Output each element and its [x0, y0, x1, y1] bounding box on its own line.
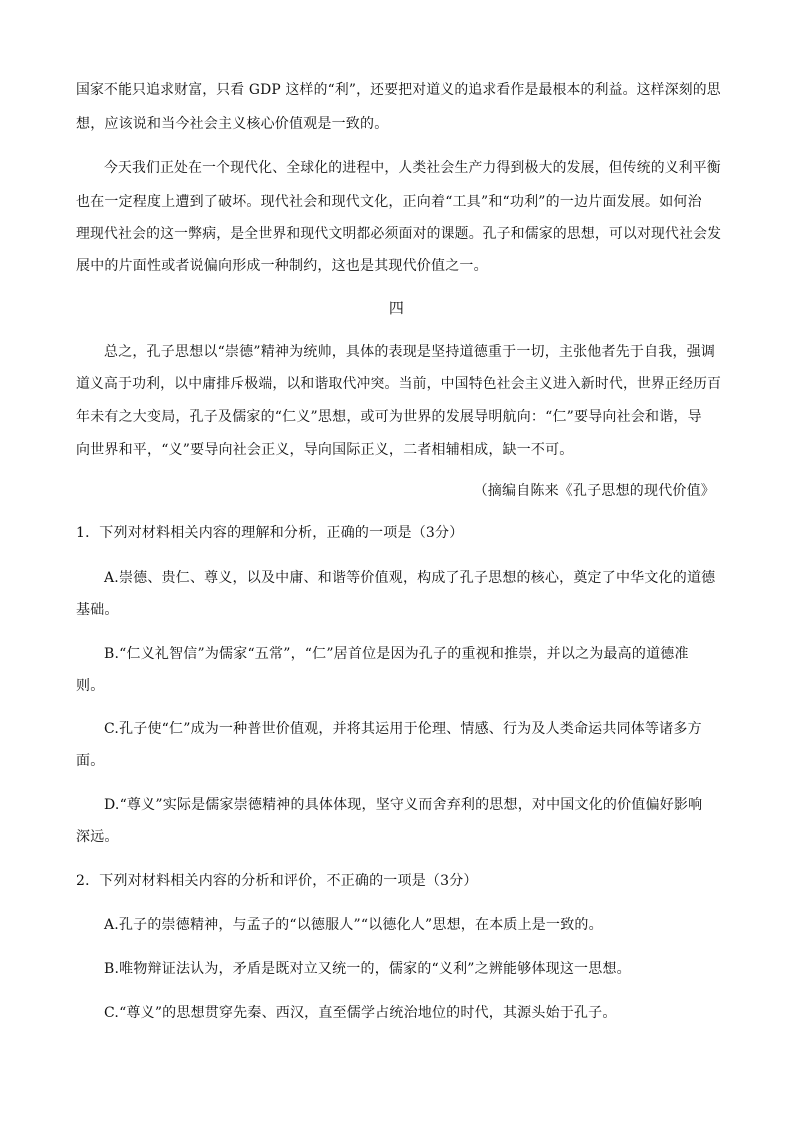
question-1-option-c-line-2: 面。: [76, 753, 105, 769]
question-1-option-d-line-2: 深远。: [76, 829, 119, 845]
paragraph-3-line-1: 总之，孔子思想以“崇德”精神为统帅，具体的表现是坚持道德重于一切，主张他者先于自我，强调: [104, 344, 716, 360]
question-1-option-a-line-1: A.崇德、贵仁、尊义，以及中庸、和谐等价值观，构成了孔子思想的核心，奠定了中华文化的道德: [104, 570, 716, 586]
question-2-option-c: C.“尊义”的思想贯穿先秦、西汉，直至儒学占统治地位的时代，其源头始于孔子。: [104, 1005, 617, 1021]
question-1-option-a-line-2: 基础。: [76, 602, 119, 618]
paragraph-2-line-2: 也在一定程度上遭到了破坏。现代社会和现代文化，正向着“工具”和“功利”的一边片面发展。如何治: [76, 194, 702, 210]
question-2-option-a: A.孔子的崇德精神，与孟子的“以德服人”“以德化人”思想，在本质上是一致的。: [104, 917, 603, 933]
question-1-stem: 1．下列对材料相关内容的理解和分析，正确的一项是（3分）: [76, 525, 464, 541]
paragraph-2-line-4: 展中的片面性或者说偏向形成一种制约，这也是其现代价值之一。: [76, 258, 488, 274]
paragraph-3-line-4: 向世界和平，“义”要导向社会正义，导向国际正义，二者相辅相成，缺一不可。: [76, 442, 574, 458]
question-2-stem: 2．下列对材料相关内容的分析和评价，不正确的一项是（3分）: [76, 873, 478, 889]
paragraph-3-line-2: 道义高于功利，以中庸排斥极端，以和谐取代冲突。当前，中国特色社会主义进入新时代，世界正经历百: [76, 376, 722, 392]
paragraph-3-line-3: 年未有之大变局，孔子及儒家的“仁义”思想，或可为世界的发展导明航向：“仁”要导向社会和谐，导: [76, 409, 702, 425]
question-1-option-b-line-2: 则。: [76, 678, 105, 694]
question-1-option-d-line-1: D.“尊义”实际是儒家崇德精神的具体体现，坚守义而舍弃利的思想，对中国文化的价值偏好影响: [104, 797, 703, 813]
source-citation: （摘编自陈来《孔子思想的现代价值》: [473, 483, 715, 499]
paragraph-2-line-1: 今天我们正处在一个现代化、全球化的进程中，人类社会生产力得到极大的发展，但传统的义利平衡: [104, 160, 721, 176]
paragraph-1-line-1: 国家不能只追求财富，只看 GDP 这样的“利”，还要把对道义的追求看作是最根本的利益。这样深刻的思: [76, 82, 721, 98]
paragraph-1-line-2: 想，应该说和当今社会主义核心价值观是一致的。: [76, 116, 389, 132]
question-1-option-c-line-1: C.孔子使“仁”成为一种普世价值观，并将其运用于伦理、情感、行为及人类命运共同体等诸多方: [104, 721, 702, 737]
paragraph-2-line-3: 理现代社会的这一弊病，是全世界和现代文明都必须面对的课题。孔子和儒家的思想，可以对现代社会发: [76, 226, 722, 242]
question-1-option-b-line-1: B.“仁义礼智信”为儒家“五常”，“仁”居首位是因为孔子的重视和推崇，并以之为最高的道德准: [104, 646, 689, 662]
section-heading: 四: [388, 299, 405, 317]
question-2-option-b: B.唯物辩证法认为，矛盾是既对立又统一的，儒家的“义利”之辨能够体现这一思想。: [104, 961, 631, 977]
